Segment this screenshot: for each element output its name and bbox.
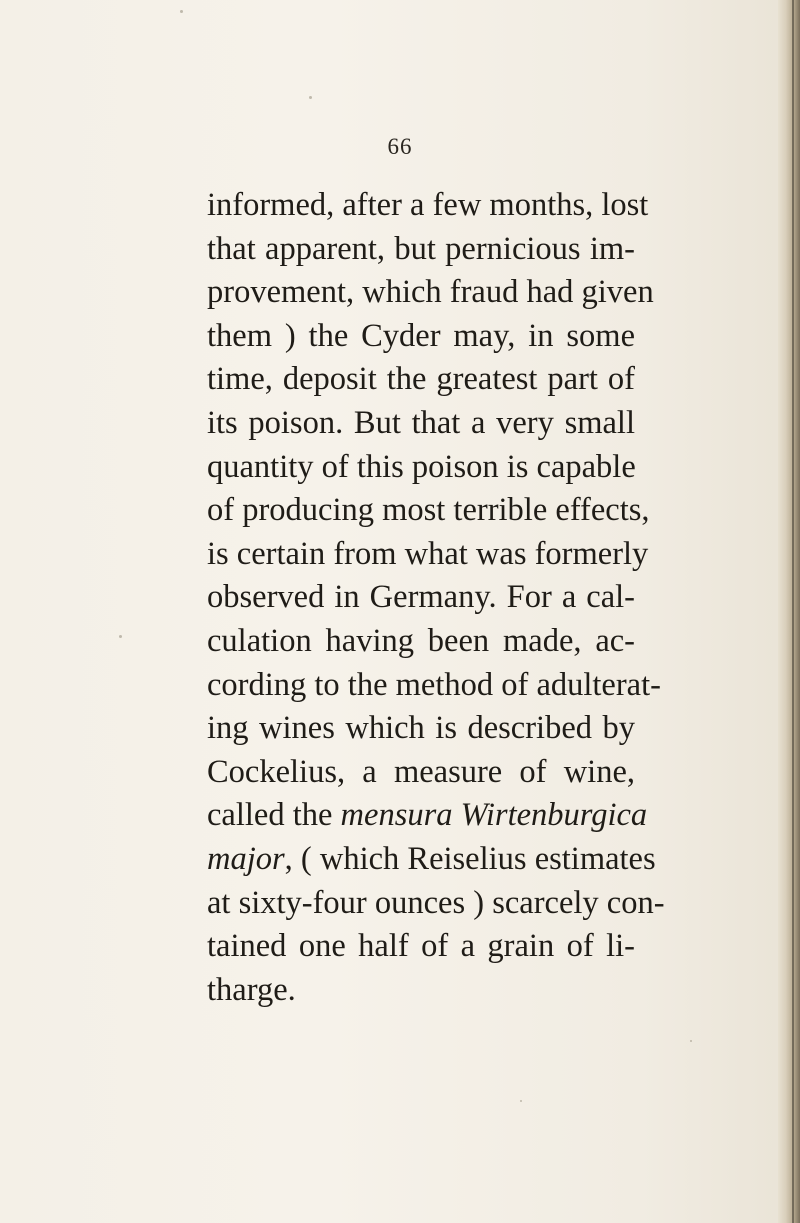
page-number: 66 — [387, 134, 413, 159]
text-line — [207, 838, 656, 882]
text-line: culation having been made, ac- — [207, 622, 635, 659]
text-line: them ) the Cyder may, in some — [207, 317, 635, 354]
text-line: is certain from what was formerly — [207, 535, 649, 572]
text-span: , ( which Reiselius estimates — [284, 840, 656, 877]
paper-speck — [690, 1040, 692, 1042]
text-line: time, deposit the greatest part of — [207, 361, 635, 398]
text-line: ing wines which is described by — [207, 710, 635, 747]
body-paragraph — [207, 184, 665, 1012]
italic-term: mensura Wirtenburgica — [340, 797, 648, 834]
text-line — [207, 794, 648, 838]
text-span: called the — [207, 797, 341, 834]
text-line: cording to the method of adulterat- — [207, 666, 661, 703]
page-gutter-edge — [778, 0, 800, 1223]
text-line: of producing most terrible effects, — [207, 492, 650, 529]
text-line: that apparent, but pernicious im- — [207, 230, 635, 267]
paper-speck — [180, 10, 183, 13]
text-line: at sixty-four ounces ) scarcely con- — [207, 884, 665, 921]
text-line: informed, after a few months, lost — [207, 187, 649, 223]
text-line: its poison. But that a very small — [207, 404, 635, 441]
text-line: observed in Germany. For a cal- — [207, 579, 635, 616]
text-line: tained one half of a grain of li- — [207, 928, 635, 965]
text-line: Cockelius, a measure of wine, — [207, 753, 635, 790]
paper-speck — [309, 96, 312, 99]
text-line: quantity of this poison is capable — [207, 448, 636, 485]
text-line: provement, which fraud had given — [207, 274, 654, 311]
italic-term: major — [207, 840, 285, 877]
paper-speck — [119, 635, 122, 638]
text-line: tharge. — [207, 971, 296, 1008]
paper-speck — [520, 1100, 522, 1102]
